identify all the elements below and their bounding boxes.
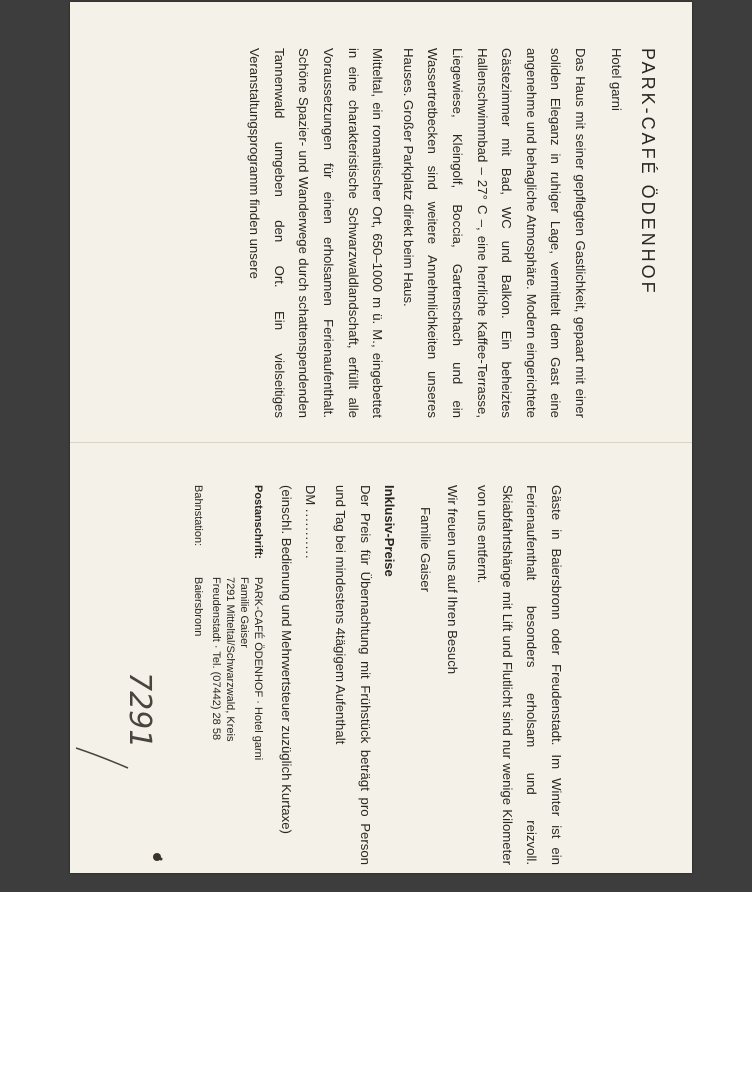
prices-text: Der Preis für Übernachtung mit Frühstück beträgt pro Person und Tag bei mindestens 4tägigem Aufenthalt — [333, 485, 374, 865]
rail-value: Baiersbronn — [192, 577, 205, 637]
signature: Familie Gaiser — [418, 507, 434, 593]
prices-heading: Inklusiv-Preise — [382, 485, 398, 577]
description-paragraph: Das Haus mit seiner gepflegten Gastlichkeit, gepaart mit einer soliden Eleganz in ruhiger Lage, vermittelt dem Gast eine angenehme und behagliche Atmosphäre. Modern eingerichtete Gästezimmer mit Bad, WC und Balkon. Ein beheiztes Hallenschwimmbad – 27° C –, eine herrliche Kaffee-Terrasse, Liegewiese, Kleingolf, Boccia, Gartenschach und ein Wassertretbecken sind weitere Annehmlichkeiten unseres Hauses. Großer Parkplatz direkt beim Haus. — [400, 48, 588, 418]
ink-blot — [150, 850, 164, 864]
address-line: Freudenstadt · Tel. (07442) 28 58 — [210, 577, 223, 741]
address-line: PARK-CAFÉ ÖDENHOF · Hotel garni — [252, 577, 265, 761]
price-dots: ........... — [302, 508, 318, 560]
panel-top — [110, 48, 660, 418]
price-line — [298, 485, 322, 865]
address-line: 7291 Mitteltal/Schwarzwald, Kreis — [224, 577, 237, 742]
location-paragraph: Mitteltal, ein romantischer Ort, 650–1000 m ü. M., eingebettet in eine charakteristische Schwarzwaldlandschaft, erfüllt alle Voraussetzungen für einen erholsamen Ferienaufenthalt. Schöne Spazier- und Wanderwege durch schattenspendenden Tannenwald umgeben den Ort. Ein vielseitiges Veranstaltungsprogramm finden unsere — [247, 48, 386, 418]
price-currency: DM — [302, 485, 318, 506]
prices-note: (einschl. Bedienung und Mehrwertsteuer zuzüglich Kurtaxe) — [278, 485, 294, 834]
hotel-subtitle: Hotel garni — [609, 48, 624, 111]
handwritten-number: 7291 — [122, 672, 157, 749]
handwritten-note — [70, 660, 220, 770]
fold-line — [70, 442, 692, 443]
winter-paragraph: Gäste in Baiersbronn oder Freudenstadt. Im Winter ist ein Ferienaufenthalt besonders erholsam und reizvoll. Skiabfahrtshänge mit Lift und Flutlicht sind nur wenige Kilometer von uns entfernt. — [475, 485, 564, 865]
pencil-stroke — [76, 748, 128, 768]
hotel-title: PARK-CAFÉ ÖDENHOF — [638, 48, 658, 296]
address-line: Familie Gaiser — [238, 577, 251, 648]
rail-label: Bahnstation: — [192, 485, 205, 547]
address-label: Postanschrift: — [252, 485, 265, 559]
closing-line: Wir freuen uns auf Ihren Besuch — [444, 485, 460, 675]
